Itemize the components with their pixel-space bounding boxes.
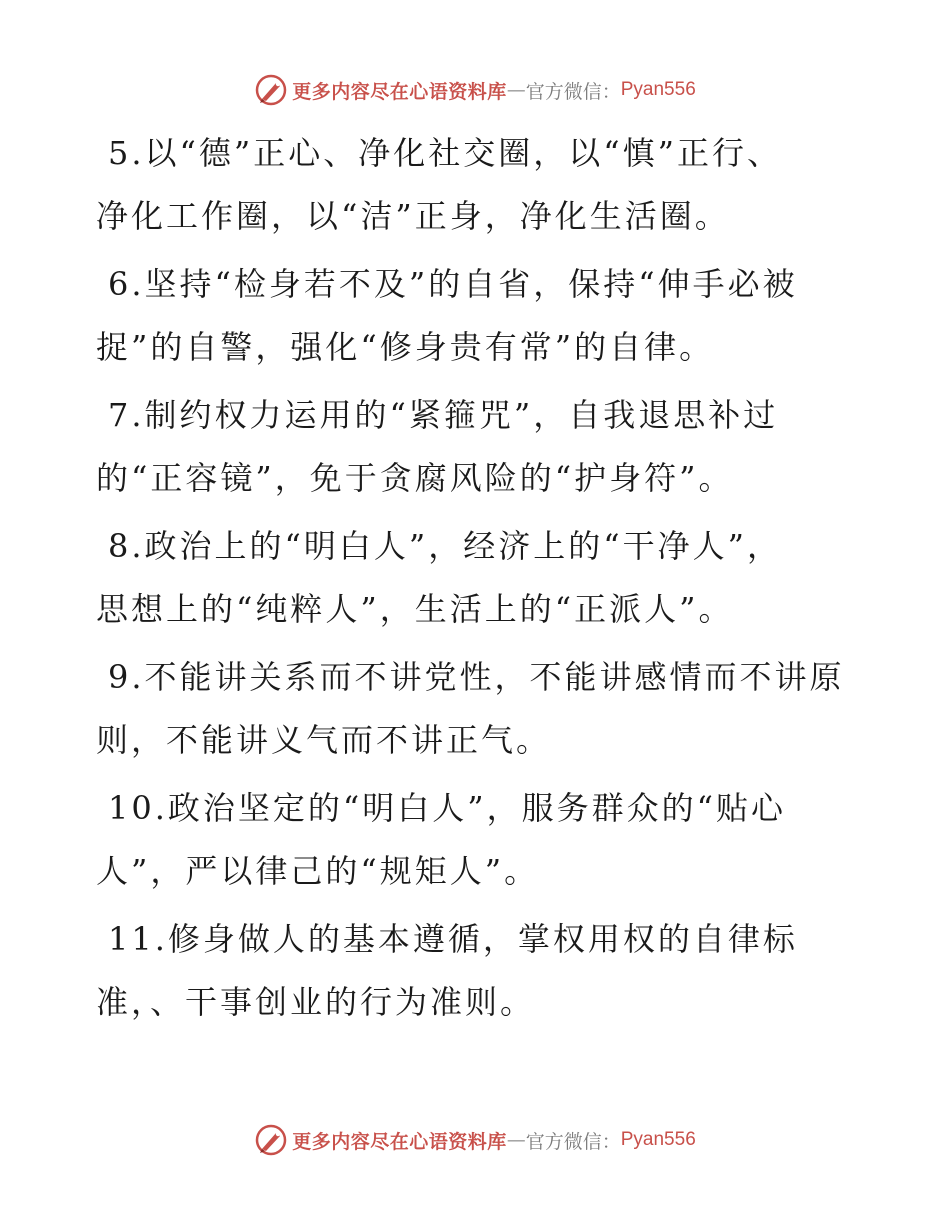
header-banner xyxy=(0,70,950,110)
list-item xyxy=(96,908,856,1034)
list-item-line: 则，不能讲义气而不讲正气。 xyxy=(96,721,552,759)
banner-wechat-id: Pyan556 xyxy=(620,79,696,100)
list-item-line: 6.坚持“检身若不及”的自省，保持“伸手必被 xyxy=(108,265,798,303)
list-item-line: 捉”的自警，强化“修身贵有常”的自律。 xyxy=(96,328,715,366)
list-item-line: 9.不能讲关系而不讲党性，不能讲感情而不讲原 xyxy=(108,658,845,696)
list-item-line: 5.以“德”正心、净化社交圈，以“慎”正行、 xyxy=(108,134,782,172)
banner-text: 更多内容尽在心语资料库 xyxy=(292,80,507,103)
list-item xyxy=(96,646,856,772)
list-item xyxy=(96,384,856,510)
banner-wechat-label: 官方微信： xyxy=(525,1130,621,1153)
list-item xyxy=(96,122,856,248)
list-item-line: 的“正容镜”，免于贪腐风险的“护身符”。 xyxy=(96,459,734,497)
pen-circle-logo-icon xyxy=(254,1123,288,1157)
banner-text: 更多内容尽在心语资料库 xyxy=(292,1130,507,1153)
banner-wechat-id: Pyan556 xyxy=(620,1129,696,1150)
banner-separator: — xyxy=(506,79,526,101)
list-item-line: 8.政治上的“明白人”，经济上的“干净人”， xyxy=(108,527,782,565)
list-item-line: 人”，严以律己的“规矩人”。 xyxy=(96,852,540,890)
list-item xyxy=(96,515,856,641)
list-item-line: 10.政治坚定的“明白人”，服务群众的“贴心 xyxy=(108,789,786,827)
list-item xyxy=(96,253,856,379)
list-item xyxy=(96,777,856,903)
list-item-line: 净化工作圈，以“洁”正身，净化生活圈。 xyxy=(96,197,730,235)
list-item-line: 11.修身做人的基本遵循，掌权用权的自律标 xyxy=(108,920,798,958)
list-item-line: 思想上的“纯粹人”，生活上的“正派人”。 xyxy=(96,590,734,628)
footer-banner xyxy=(0,1120,950,1160)
banner-separator: — xyxy=(506,1129,526,1151)
banner-wechat-label: 官方微信： xyxy=(525,80,621,103)
document-body xyxy=(96,122,856,1039)
list-item-line: 准，、干事创业的行为准则。 xyxy=(96,983,536,1021)
list-item-line: 7.制约权力运用的“紧箍咒”，自我退思补过 xyxy=(108,396,779,434)
pen-circle-logo-icon xyxy=(254,73,288,107)
